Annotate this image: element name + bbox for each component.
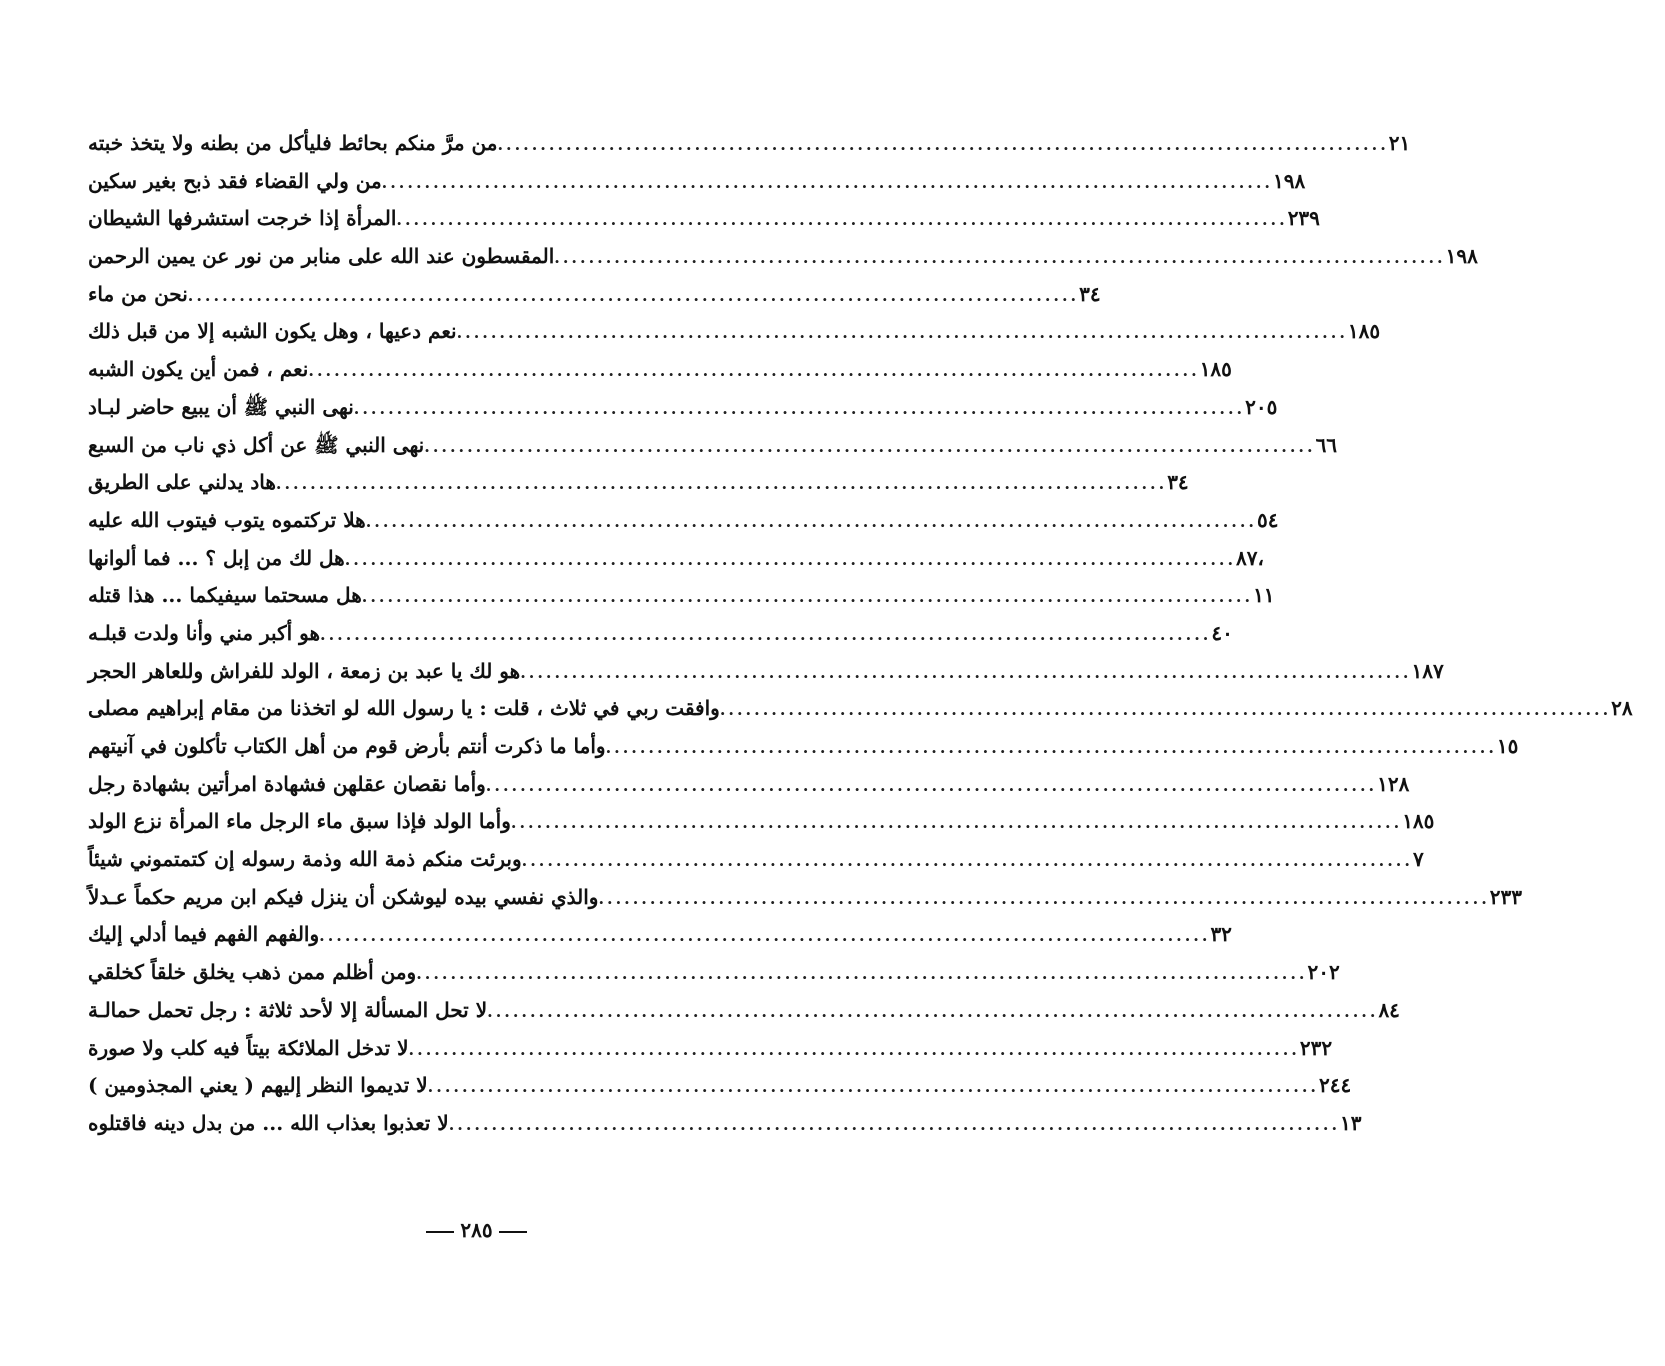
entry-text: نعم ، فمن أين يكون الشبه	[88, 357, 309, 382]
entry-page-number: ١٩٨	[1272, 168, 1306, 193]
entry-text: ومن أظلم ممن ذهب يخلق خلقاً كخلقي	[88, 960, 417, 985]
hadith-index-list	[82, 131, 1633, 1149]
entry-text: لا تعذبوا بعذاب الله ... من بدل دينه فاقتلوه	[88, 1110, 449, 1135]
leader-dots: ........................................................................................................	[424, 436, 1316, 456]
leader-dots: ........................................................................................................	[344, 549, 1237, 569]
index-entry	[82, 394, 1278, 433]
entry-text: نعم دعيها ، وهل يكون الشبه إلا من قبل ذلك	[88, 319, 457, 344]
entry-page-number: ١٨٧	[1411, 658, 1444, 683]
leader-dots: ........................................................................................................	[521, 851, 1413, 871]
entry-text: هل مسحتما سيفيكما ... هذا قتله	[88, 583, 362, 608]
entry-page-number: ٢٤٤	[1318, 1073, 1352, 1098]
entry-page-number: ٢٣٩	[1287, 206, 1320, 231]
entry-page-number: ٣٤	[1079, 281, 1101, 306]
index-entry	[82, 771, 1410, 810]
entry-page-number: ٣٤	[1167, 470, 1189, 495]
leader-dots: ........................................................................................................	[520, 662, 1412, 682]
entry-page-number: ٨٤	[1378, 997, 1400, 1022]
entry-page-number: ٧	[1412, 847, 1424, 872]
entry-page-number: ١٢٨	[1377, 771, 1410, 796]
entry-page-number: ٢٣٣	[1489, 884, 1522, 909]
index-entry	[82, 1035, 1333, 1074]
entry-text: لا تدخل الملائكة بيتاً فيه كلب ولا صورة	[88, 1035, 409, 1060]
entry-text: هو لك يا عبد بن زمعة ، الولد للفراش وللعاهر الحجر	[88, 658, 521, 683]
index-entry	[82, 281, 1101, 320]
index-entry	[82, 809, 1435, 847]
entry-page-number: ٢٠٢	[1307, 960, 1340, 985]
leader-dots: ........................................................................................................	[361, 587, 1254, 607]
leader-dots: ........................................................................................................	[510, 813, 1403, 833]
leader-dots: ........................................................................................................	[187, 285, 1080, 305]
leader-dots: ........................................................................................................	[427, 1077, 1319, 1097]
entry-page-number: ٦٦	[1315, 432, 1338, 457]
leader-dots: ........................................................................................................	[487, 1001, 1379, 1021]
entry-text: هلا تركتموه يتوب فيتوب الله عليه	[88, 507, 366, 532]
leader-dots: ........................................................................................................	[497, 135, 1389, 154]
leader-dots: ........................................................................................................	[456, 323, 1348, 343]
page-footer	[0, 1218, 953, 1242]
entry-page-number: ٢١	[1388, 131, 1411, 155]
index-entry	[82, 620, 1233, 659]
entry-page-number: ٣٢	[1210, 922, 1232, 947]
entry-page-number: ١١	[1253, 583, 1275, 608]
footer-dash-left	[426, 1231, 454, 1233]
entry-page-number: ١٩٨	[1445, 244, 1478, 269]
index-entry	[82, 470, 1189, 508]
entry-text: المقسطون عند الله على منابر من نور عن يمين الرحمن	[88, 244, 555, 269]
entry-page-number: ٥٤	[1257, 507, 1279, 532]
index-entry	[82, 319, 1381, 357]
entry-text: وأما ما ذكرت أنتم بأرض قوم من أهل الكتاب تأكلون في آنيتهم	[88, 734, 606, 758]
entry-page-number: ١٣	[1340, 1110, 1362, 1135]
entry-page-number: ١٨٥	[1347, 319, 1381, 344]
index-entry	[82, 1110, 1362, 1149]
footer-page-number: ٢٨٥	[460, 1218, 493, 1242]
index-entry	[82, 206, 1320, 244]
entry-page-number: ١٨٥	[1402, 809, 1435, 834]
index-entry	[82, 545, 1264, 584]
entry-text: وأما نقصان عقلهن فشهادة امرأتين بشهادة رجل	[88, 771, 486, 796]
entry-text: لا تديموا النظر إليهم ( يعني المجذومين )	[88, 1073, 428, 1098]
leader-dots: ........................................................................................................	[605, 738, 1497, 757]
index-entry	[82, 696, 1633, 734]
leader-dots: ........................................................................................................	[416, 964, 1308, 984]
entry-page-number: ٢٠٥	[1245, 394, 1278, 419]
entry-text: من ولي القضاء فقد ذبح بغير سكين	[88, 168, 382, 193]
footer-dash-right	[499, 1231, 527, 1233]
leader-dots: ........................................................................................................	[448, 1114, 1341, 1134]
index-entry	[82, 734, 1519, 772]
leader-dots: ........................................................................................................	[485, 775, 1378, 795]
leader-dots: ........................................................................................................	[353, 398, 1246, 418]
leader-dots: ........................................................................................................	[365, 511, 1257, 531]
entry-page-number: ٢٨	[1611, 696, 1633, 721]
entry-text: نهى النبي ﷺ عن أكل ذي ناب من السبع	[88, 432, 425, 457]
entry-page-number: ٢٣٢	[1299, 1035, 1333, 1060]
index-entry	[82, 507, 1279, 546]
entry-page-number: ١٥	[1496, 734, 1519, 758]
index-entry	[82, 131, 1411, 169]
entry-text: نهى النبي ﷺ أن يبيع حاضر لبـاد	[88, 394, 354, 419]
entry-text: وبرئت منكم ذمة الله وذمة رسوله إن كتمتموني شيئاً	[88, 847, 522, 872]
leader-dots: ........................................................................................................	[554, 248, 1446, 268]
index-entry	[82, 583, 1275, 621]
entry-text: هاد يدلني على الطريق	[88, 470, 276, 495]
entry-text: نحن من ماء	[88, 281, 188, 306]
leader-dots: ........................................................................................................	[320, 624, 1212, 644]
leader-dots: ........................................................................................................	[719, 700, 1612, 720]
leader-dots: ........................................................................................................	[319, 926, 1211, 946]
entry-page-number: ٤٠	[1211, 620, 1233, 645]
index-entry	[82, 168, 1306, 207]
entry-text: هل لك من إبل ؟ ... فما ألوانها	[88, 545, 345, 570]
entry-text: المرأة إذا خرجت استشرفها الشيطان	[88, 206, 397, 231]
index-entry	[82, 922, 1232, 960]
entry-text: لا تحل المسألة إلا لأحد ثلاثة : رجل تحمل حمالـة	[88, 997, 488, 1022]
leader-dots: ........................................................................................................	[598, 888, 1490, 908]
index-entry	[82, 357, 1232, 395]
index-entry	[82, 960, 1340, 998]
index-entry	[82, 1073, 1352, 1111]
leader-dots: ........................................................................................................	[275, 474, 1168, 494]
index-entry	[82, 847, 1424, 885]
entry-text: من مرَّ منكم بحائط فليأكل من بطنه ولا يتخذ خبته	[88, 131, 498, 155]
entry-page-number: ٨٧،	[1236, 545, 1264, 570]
index-entry	[82, 997, 1400, 1036]
entry-text: هو أكبر مني وأنا ولدت قبلـه	[88, 620, 321, 645]
leader-dots: ........................................................................................................	[396, 210, 1288, 230]
entry-text: وافقت ربي في ثلاث ، قلت : يا رسول الله لو اتخذنا من مقام إبراهيم مصلى	[88, 696, 720, 721]
index-entry	[82, 432, 1338, 471]
leader-dots: ........................................................................................................	[408, 1039, 1300, 1059]
index-entry	[82, 244, 1478, 282]
entry-text: والفهم الفهم فيما أدلي إليك	[88, 922, 320, 947]
entry-text: والذي نفسي بيده ليوشكن أن ينزل فيكم ابن مريم حكماً عـدلاً	[88, 884, 599, 909]
leader-dots: ........................................................................................................	[308, 361, 1200, 381]
entry-page-number: ١٨٥	[1199, 357, 1232, 382]
index-entry	[82, 884, 1522, 923]
index-entry	[82, 658, 1444, 697]
entry-text: وأما الولد فإذا سبق ماء الرجل ماء المرأة نزع الولد	[88, 809, 511, 834]
leader-dots: ........................................................................................................	[381, 172, 1273, 192]
